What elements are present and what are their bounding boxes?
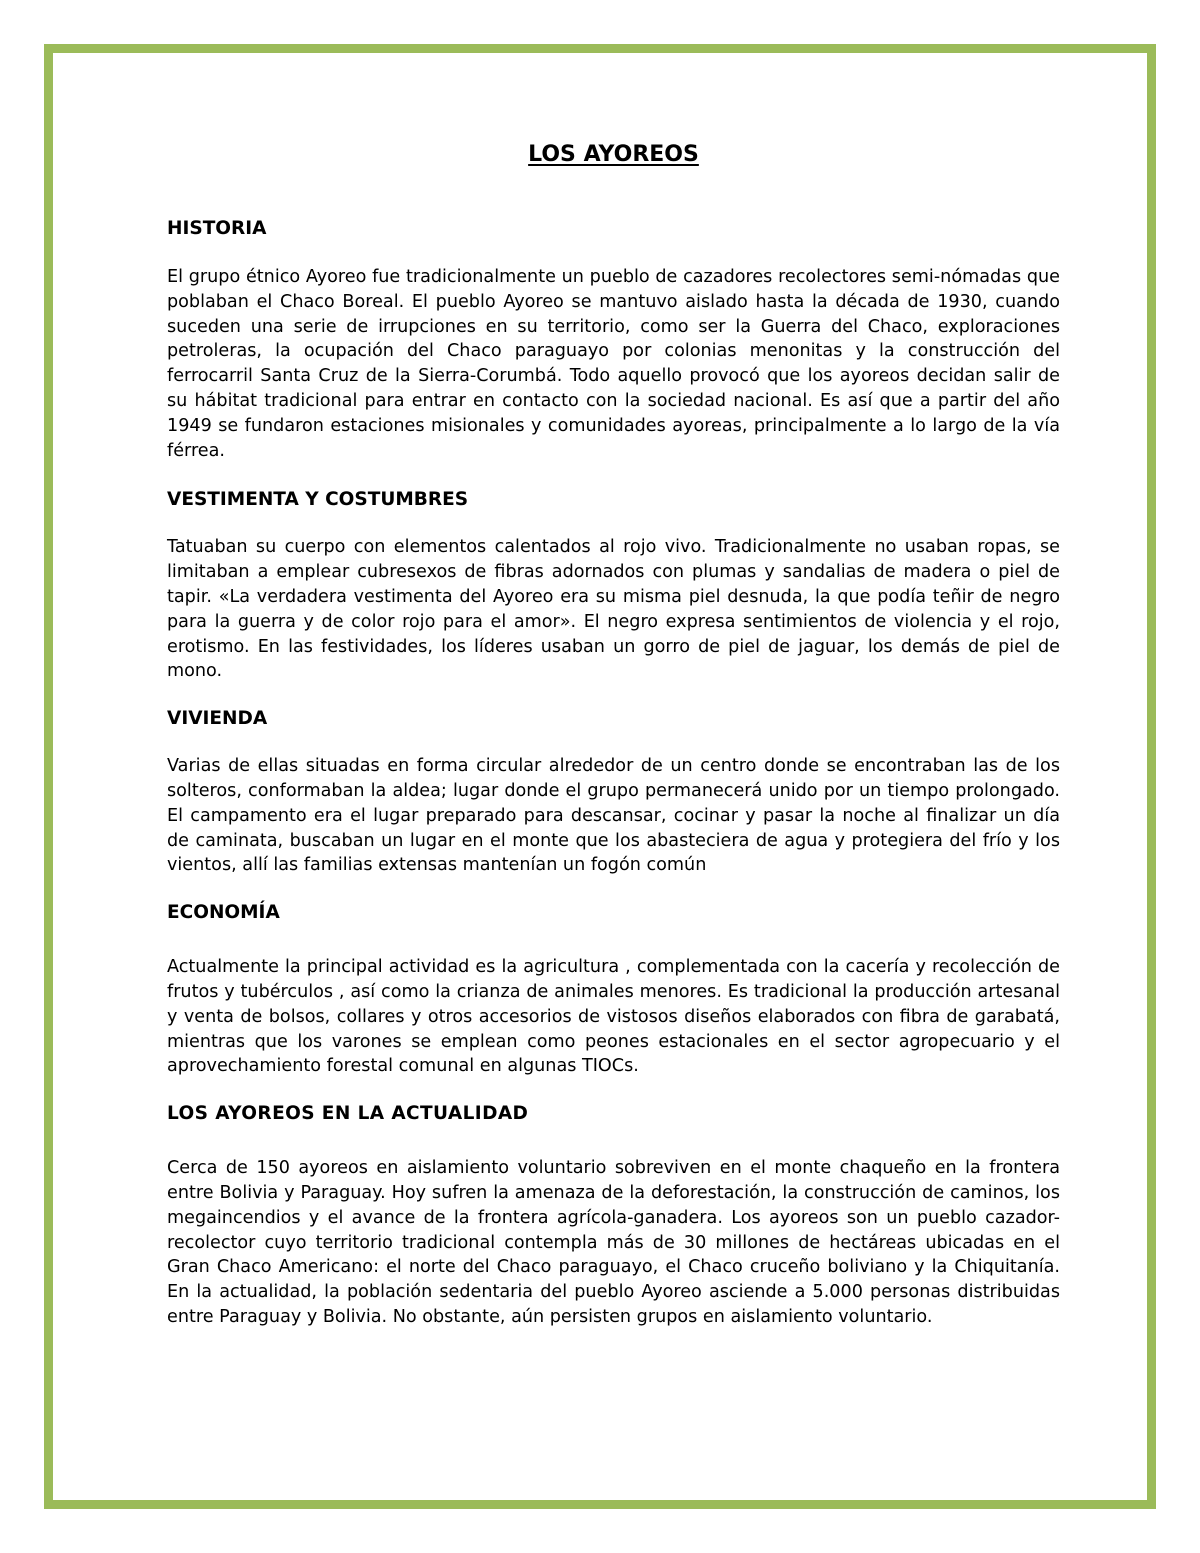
document-content — [167, 138, 1060, 1330]
section-heading-actualidad: LOS AYOREOS EN LA ACTUALIDAD — [167, 1103, 529, 1125]
document-title: LOS AYOREOS — [528, 142, 699, 167]
section-heading-vestimenta: VESTIMENTA Y COSTUMBRES — [167, 489, 469, 511]
section-body-economia: Actualmente la principal actividad es la agricultura , complementada con la cacería y recolección de frutos y tubérculos , así como la crianza de animales menores. Es tradicional la producción artesanal y venta de bolsos, collares y otros accesorios de vistosos diseños elaborados con fibra de garabatá, mientras que los varones se emplean como peones estacionales en el sector agropecuario y el aprovechamiento forestal comunal en algunas TIOCs. — [167, 957, 1060, 1077]
section-body-historia: El grupo étnico Ayoreo fue tradicionalmente un pueblo de cazadores recolectores semi-nómadas que poblaban el Chaco Boreal. El pueblo Ayoreo se mantuvo aislado hasta la década de 1930, cuando suceden una serie de irrupciones en su territorio, como ser la Guerra del Chaco, exploraciones petroleras, la ocupación del Chaco paraguayo por colonias menonitas y la construcción del ferrocarril Santa Cruz de la Sierra-Corumbá. Todo aquello provocó que los ayoreos decidan salir de su hábitat tradicional para entrar en contacto con la sociedad nacional. Es así que a partir del año 1949 se fundaron estaciones misionales y comunidades ayoreas, principalmente a lo largo de la vía férrea. — [167, 267, 1060, 461]
section-heading-historia: HISTORIA — [167, 218, 267, 239]
section-heading-economia: ECONOMÍA — [167, 902, 280, 924]
section-body-vivienda: Varias de ellas situadas en forma circular alrededor de un centro donde se encontraban las de los solteros, conformaban la aldea; lugar donde el grupo permanecerá unido por un tiempo prolongado. El campamento era el lugar preparado para descansar, cocinar y pasar la noche al finalizar un día de caminata, buscaban un lugar en el monte que los abasteciera de agua y protegiera del frío y los vientos, allí las familias extensas mantenían un fogón común — [167, 756, 1060, 876]
section-body-vestimenta: Tatuaban su cuerpo con elementos calentados al rojo vivo. Tradicionalmente no usaban ropas, se limitaban a emplear cubresexos de fibras adornados con plumas y sandalias de madera o piel de tapir. «La verdadera vestimenta del Ayoreo era su misma piel desnuda, la que podía teñir de negro para la guerra y de color rojo para el amor». El negro expresa sentimientos de violencia y el rojo, erotismo. En las festividades, los líderes usaban un gorro de piel de jaguar, los demás de piel de mono. — [167, 537, 1060, 682]
section-body-actualidad: Cerca de 150 ayoreos en aislamiento voluntario sobreviven en el monte chaqueño en la frontera entre Bolivia y Paraguay. Hoy sufren la amenaza de la deforestación, la construcción de caminos, los megaincendios y el avance de la frontera agrícola-ganadera. Los ayoreos son un pueblo cazador-recolector cuyo territorio tradicional contempla más de 30 millones de hectáreas ubicadas en el Gran Chaco Americano: el norte del Chaco paraguayo, el Chaco cruceño boliviano y la Chiquitanía. En la actualidad, la población sedentaria del pueblo Ayoreo asciende a 5.000 personas distribuidas entre Paraguay y Bolivia. No obstante, aún persisten grupos en aislamiento voluntario. — [167, 1158, 1060, 1327]
section-heading-vivienda: VIVIENDA — [167, 708, 268, 730]
